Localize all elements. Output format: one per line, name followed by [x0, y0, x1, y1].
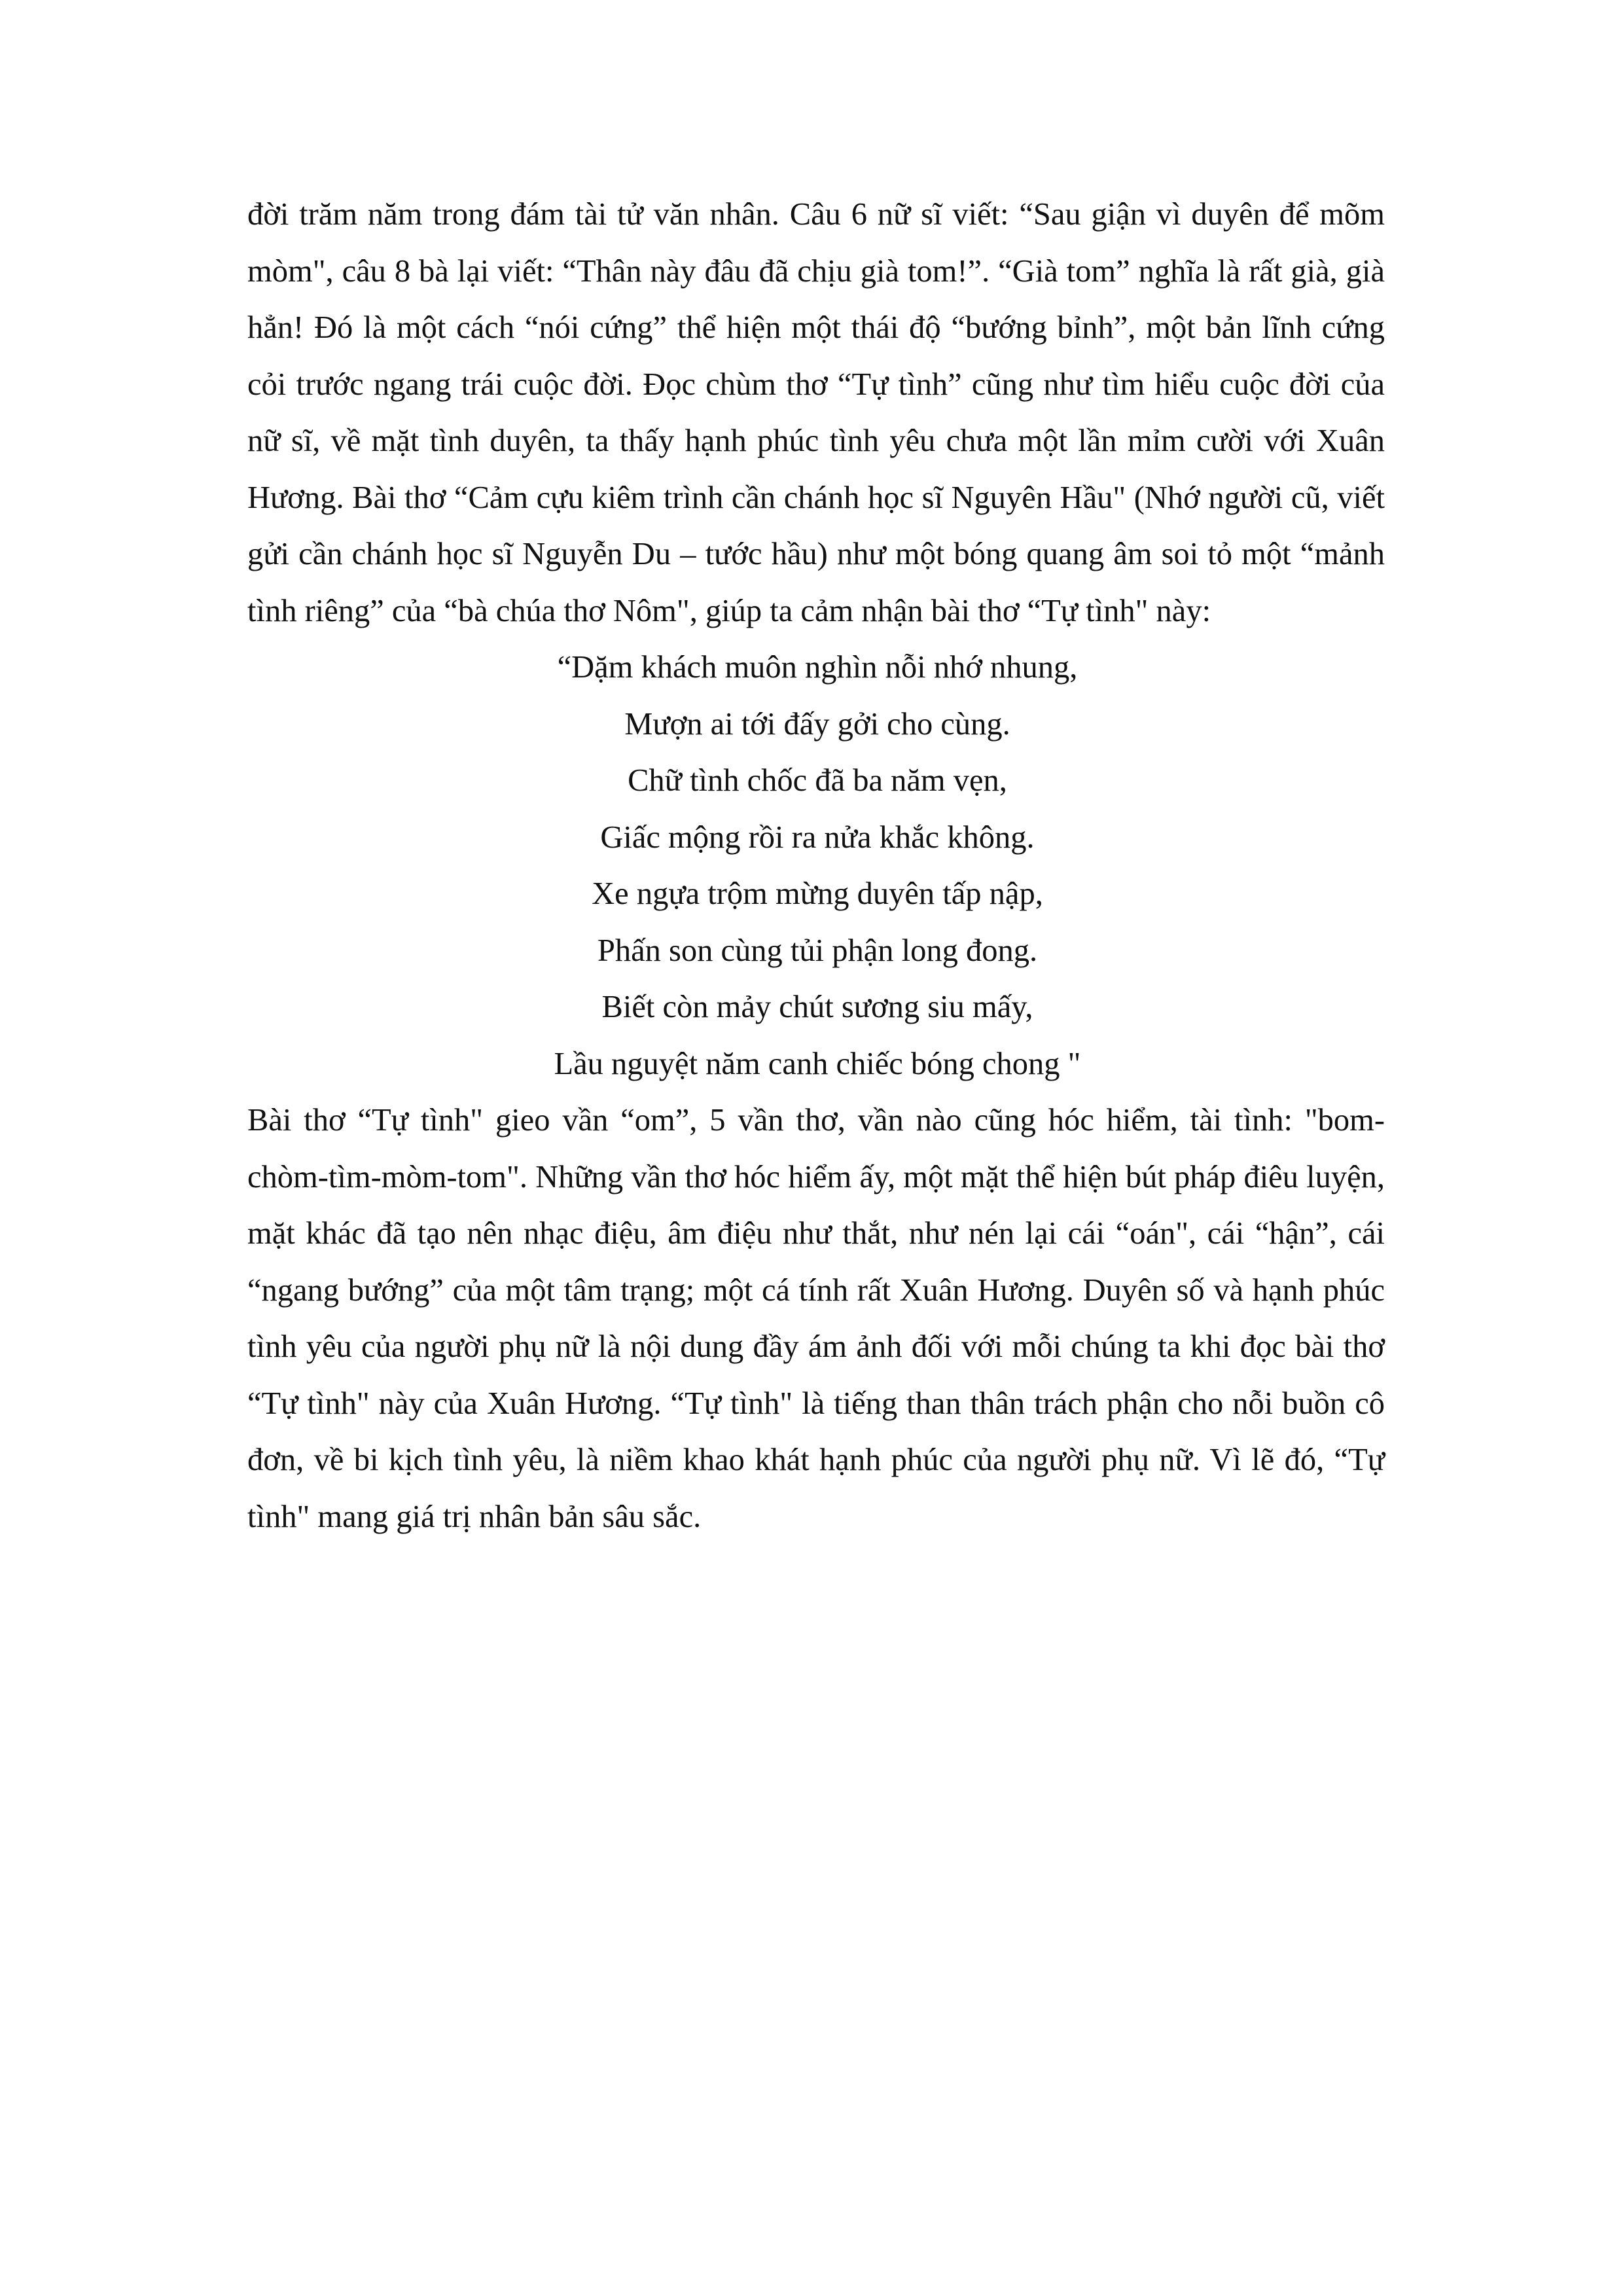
- poem-line: Lầu nguyệt năm canh chiếc bóng chong ": [554, 1046, 1081, 1081]
- poem-line: Xe ngựa trộm mừng duyên tấp nập,: [592, 876, 1043, 911]
- intro-paragraph: đời trăm năm trong đám tài tử văn nhân. Câu 6 nữ sĩ viết: “Sau giận vì duyên để mõm mòm", câu 8 bà lại viết: “Thân này đâu đã chịu già tom!”. “Già tom” nghĩa là rất già, già hẳn! Đó là một cách “nói cứng” thể hiện một thái độ “bướng bỉnh”, một bản lĩnh cứng cỏi trước ngang trái cuộc đời. Đọc chùm thơ “Tự tình” cũng như tìm hiểu cuộc đời của nữ sĩ, về mặt tình duyên, ta thấy hạnh phúc tình yêu chưa một lần mỉm cười với Xuân Hương. Bài thơ “Cảm cựu kiêm trình cần chánh học sĩ Nguyên Hầu" (Nhớ người cũ, viết gửi cần chánh học sĩ Nguyễn Du – tước hầu) như một bóng quang âm soi tỏ một “mảnh tình riêng” của “bà chúa thơ Nôm", giúp ta cảm nhận bài thơ “Tự tình" này:: [247, 197, 1385, 628]
- poem-line: Chữ tình chốc đã ba năm vẹn,: [628, 763, 1007, 798]
- poem-line: Biết còn mảy chút sương siu mấy,: [601, 990, 1033, 1024]
- document-body: [247, 187, 1385, 1545]
- poem-line: “Dặm khách muôn nghìn nỗi nhớ nhung,: [557, 650, 1078, 685]
- poem-line: Giấc mộng rồi ra nửa khắc không.: [600, 819, 1035, 855]
- poem-line: Mượn ai tới đấy gởi cho cùng.: [624, 706, 1010, 742]
- analysis-paragraph: Bài thơ “Tự tình" gieo vần “om”, 5 vần thơ, vần nào cũng hóc hiểm, tài tình: "bom-chòm-tìm-mòm-tom". Những vần thơ hóc hiểm ấy, một mặt thể hiện bút pháp điêu luyện, mặt khác đã tạo nên nhạc điệu, âm điệu như thắt, như nén lại cái “oán", cái “hận”, cái “ngang bướng” của một tâm trạng; một cá tính rất Xuân Hương. Duyên số và hạnh phúc tình yêu của người phụ nữ là nội dung đầy ám ảnh đối với mỗi chúng ta khi đọc bài thơ “Tự tình" này của Xuân Hương. “Tự tình" là tiếng than thân trách phận cho nỗi buồn cô đơn, về bi kịch tình yêu, là niềm khao khát hạnh phúc của người phụ nữ. Vì lẽ đó, “Tự tình" mang giá trị nhân bản sâu sắc.: [247, 1103, 1385, 1534]
- poem-line: Phấn son cùng tủi phận long đong.: [597, 933, 1038, 968]
- poem-block: [247, 639, 1385, 1092]
